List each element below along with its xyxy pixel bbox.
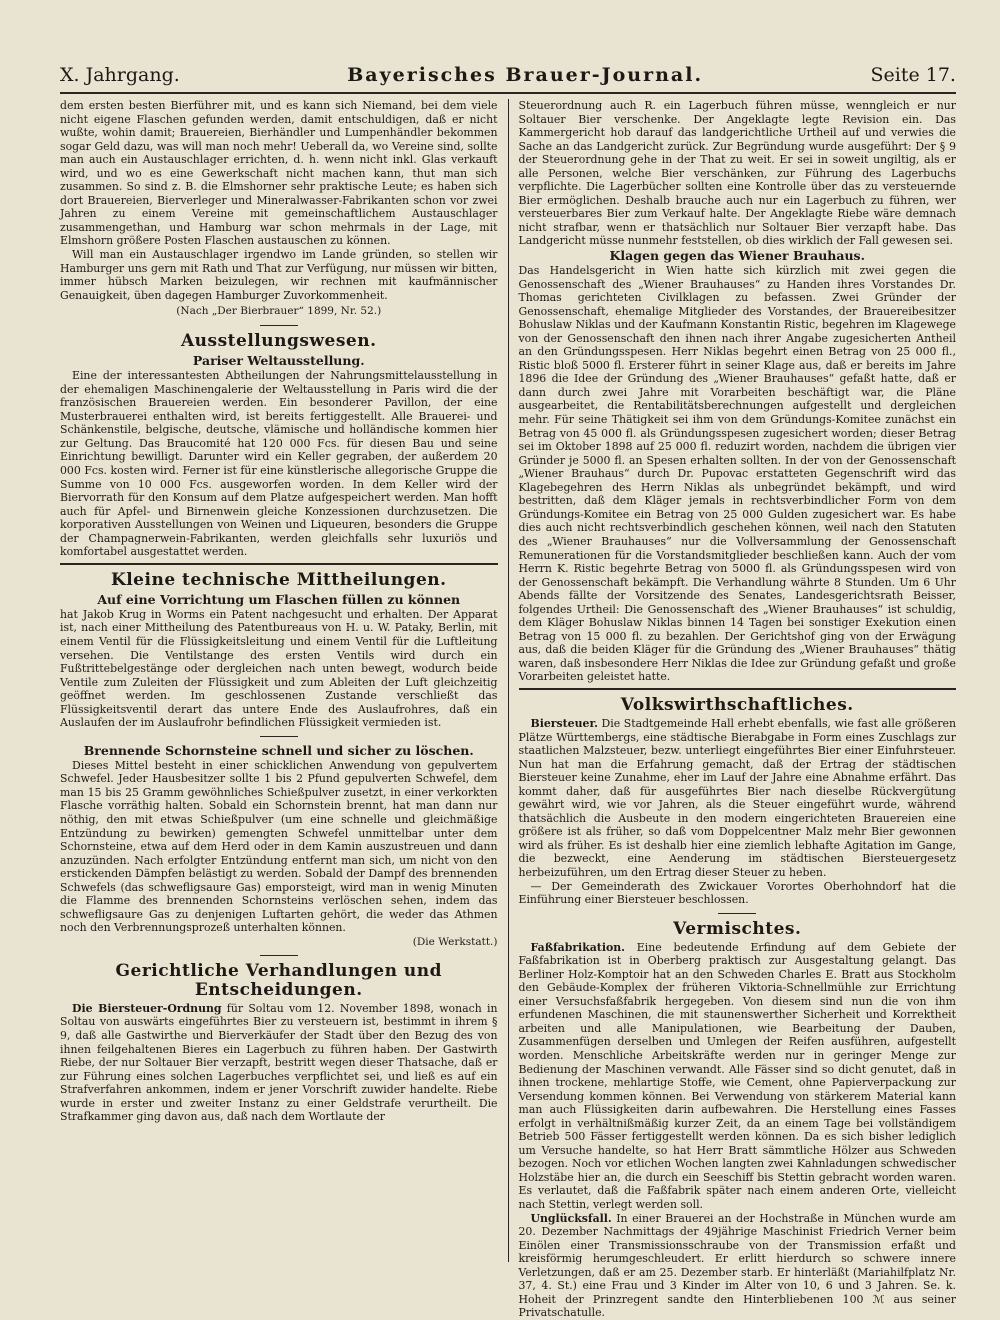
article-columns	[60, 99, 956, 1320]
divider	[60, 563, 498, 565]
lead-in: Unglücksfall.	[530, 1211, 612, 1225]
source-note-werkstatt: (Die Werkstatt.)	[412, 935, 498, 948]
subheading-schornsteine: Brennende Schornsteine schnell und sicher zu löschen.	[83, 742, 474, 758]
schornsteine-text: Dieses Mittel besteht in einer schicklichen Anwendung von gepulvertem Schwefel. Jeder Hausbesitzer sollte 1 bis 2 Pfund gepulverten Schwefel, dem man 15 bis 25 Gramm gewöhnliches Schießpulver zusetzt, in einer verkorkten Flasche vorräthig halten. Sobald ein Schornstein brennt, hat man dann nur nöthig, den mit etwas Schießpulver (um eine schnelle und gleichmäßige Entzündung zu bewirken) gemengten Schwefel unmittelbar unter dem Schornsteine, etwa auf dem Herd oder in dem Kamin auszustreuen und dann anzuzünden. Nach erfolgter Entzündung entfernt man sich, um nicht von den erstickenden Dämpfen belästigt zu werden. Sobald der Dampf des brennenden Schwefels (das schwefligsaure Gas) emporsteigt, wird man in wenig Minuten die Flamme des brennenden Schornsteins verlöschen sehen, indem das schwefligsaure Gas zu denjenigen Luftarten gehört, die weder das Athmen noch den Verbrennungsprozeß unterhalten können.	[60, 758, 498, 935]
page-header	[60, 58, 956, 94]
ungluecksfall-text: In einer Brauerei an der Hochstraße in München wurde am 20. Dezember Nachmittags der 49jährige Maschinist Friedrich Verner beim Einölen einer Transmissionsschraube von der Transmission erfaßt und kreisförmig herumgeschleudert. Er erlitt hierdurch so schwere innere Verletzungen, daß er am 25. Dezember starb. Er hinterläßt (Mariahilfplatz Nr. 37, 4. St.) eine Frau und 3 Kinder im Alter von 10, 6 und 3 Jahren. Se. k. Hoheit der Prinzregent sandte den Hinterbliebenen 100 ℳ aus seiner Privatschatulle.	[518, 1211, 956, 1320]
gericht-text: für Soltau vom 12. November 1898, wonach in Soltau von auswärts eingeführtes Bier zu versteuern ist, bestimmt in ihrem § 9, daß alle Gastwirthe und Bierverkäufer der Stadt über den Bezug des von ihnen feilgehaltenen Bieres ein Lagerbuch zu führen haben. Der Gastwirth Riebe, der nur Soltauer Bier verzapft, bestritt wegen dieser Thatsache, daß er zur Führung eines solchen Lagerbuches verpflichtet sei, und ließ es auf ein Strafverfahren ankommen, indem er jener Vorschrift zuwider handelte. Riebe wurde in erster und zweiter Instanz zu einer Geldstrafe verurtheilt. Die Strafkammer ging davon aus, daß nach dem Wortlaute der	[60, 1001, 498, 1124]
divider	[718, 913, 756, 914]
bottle-exchange-text-2: Will man ein Austauschlager irgendwo im Lande gründen, so stellen wir Hamburger uns gern mit Rath und That zur Verfügung, nur müssen wir bitten, immer hübsch Marken beizulegen, wir rechnen mit kaufmännischer Genauigkeit, üben dagegen Hamburger Zuvorkommenheit.	[60, 248, 498, 302]
divider	[260, 736, 298, 737]
journal-title: Bayerisches Brauer-Journal.	[347, 64, 704, 86]
section-heading-vermischtes: Vermischtes.	[673, 918, 802, 939]
vorrichtung-text: hat Jakob Krug in Worms ein Patent nachgesucht und erhalten. Der Apparat ist, nach einer Mittheilung des Patentbureaus von H. u. W. Pataky, Berlin, mit einem Ventil für die Flüssigkeitsleitung und einem Ventil für die Luftleitung versehen. Die Ventilstange des ersten Ventils wird durch ein Fußtrittebelgestänge oder dergleichen nach unten bewegt, wodurch beide Ventile zum Zuleiten der Flüssigkeit und zum Ableiten der Luft gleichzeitig geöffnet werden. Im geschlossenen Zustande verschließt das Flüssigkeitsventil derart das untere Ende des Auslaufrohres, daß ein Auslaufen der im Auslaufrohr befindlichen Flüssigkeit vermieden ist.	[60, 607, 498, 730]
left-column	[60, 99, 508, 1262]
divider	[519, 688, 957, 690]
pariser-text: Eine der interessantesten Abtheilungen der Nahrungsmittelausstellung in der ehemaligen Maschinengalerie der Weltausstellung in Paris wird die der französischen Brauereien werden. Ein besonderer Pavillon, der eine Musterbrauerei enthalten wird, ist bereits fertiggestellt. Alle Brauerei- und Schänkenstile, belgische, deutsche, vlämische und holländische kommen hier zur Geltung. Das Braucomité hat 120 000 Fcs. für diesen Bau und seine Einrichtung bewilligt. Darunter wird ein Keller gegraben, der außerdem 20 000 Fcs. kosten wird. Ferner ist für eine künstlerische allegorische Gruppe die Summe von 10 000 Fcs. ausgeworfen worden. In dem Keller wird der Biervorrath für den Konsum auf dem Platze aufgespeichert werden. Man hofft auch für Apfel- und Birnenwein gleiche Konzessionen durchzusetzen. Die korporativen Ausstellungen von Weinen und Liqueuren, besonders die Gruppe der Champagnerwein-Fabrikanten, werden gleichfalls sehr luxuriös und komfortabel ausgestattet werden.	[60, 369, 498, 559]
divider	[260, 955, 298, 956]
klagen-text: Das Handelsgericht in Wien hatte sich kürzlich mit zwei gegen die Genossenschaft des „Wiener Brauhauses“ zu Handen ihres Vorstandes Dr. Thomas gerichteten Civilklagen zu befassen. Zwei Gründer der Genossenschaft, ehemalige Mitglieder des Vorstandes, der Brauereibesitzer Bohuslaw Niklas und der Kaufmann Konstantin Ristic, begehren im Klagewege von der Genossenschaft den ihnen nach ihrer Angabe zugesicherten Antheil an den Gründungsspesen. Herr Niklas begehrt einen Betrag von 25 000 fl., Ristic bloß 5000 fl. Ersterer führt in seiner Klage aus, daß er bereits im Jahre 1896 die Idee der Gründung des „Wiener Brauhauses“ gefaßt hatte, daß er dann durch zwei Jahre mit Vorarbeiten beschäftigt war, die Pläne ausgearbeitet, die Rentabilitätsberechnungen aufgestellt und dergleichen mehr. Für seine Thätigkeit sei ihm von dem Gründungs-Komitee zunächst ein Betrag von 45 000 fl. als Gründungsspesen zugesichert worden; dieser Betrag sei im Oktober 1898 auf 25 000 fl. reduzirt worden, nachdem die übrigen vier Gründer je 5000 fl. an Spesen erhalten sollten. In der von der Genossenschaft „Wiener Brauhaus“ durch Dr. Pupovac erstatteten Gegenschrift wird das Klagebegehren des Herrn Niklas als unbegründet bekämpft, und wird bestritten, daß dem Kläger jemals in rechtsverbindlicher Form von dem Gründungs-Komitee ein Betrag von 25 000 Gulden zugesichert war. Es habe dies auch nicht rechtsverbindlich geschehen können, weil nach den Statuten des „Wiener Brauhauses“ nur die Vollversammlung der Genossenschaft Remunerationen für die Vorstandsmitglieder beschließen kann. Auch der vom Herrn K. Ristic begehrte Betrag von 5000 fl. als Gründungsspesen wird von der Genossenschaft bekämpft. Die Verhandlung währte 8 Stunden. Um 6 Uhr Abends fällte der Vorsitzende des Senates, Landesgerichtsrath Beisser, folgendes Urtheil: Die Genossenschaft des „Wiener Brauhauses“ ist schuldig, dem Kläger Bohuslaw Niklas binnen 14 Tagen bei sonstiger Exekution einen Betrag von 15 000 fl. zu bezahlen. Der Gerichtshof ging von der Erwägung aus, daß die beiden Kläger für die Gründung des „Wiener Brauhauses“ thätig waren, daß insbesondere Herr Niklas die Idee zur Gründung gefaßt und große Vorarbeiten geleistet hatte.	[518, 264, 956, 684]
biersteuer-text: Die Stadtgemeinde Hall erhebt ebenfalls, wie fast alle größeren Plätze Württembergs, eine städtische Bierabgabe in Form eines Zuschlags zur staatlichen Malzsteuer, bezw. unterliegt eingeführtes Bier einer Einfuhrsteuer. Nun hat man die Erfahrung gemacht, daß der Ertrag der städtischen Biersteuer keine Zunahme, eher im Lauf der Jahre eine Abnahme erfährt. Das kommt daher, daß für ausgeführtes Bier nach dieselbe Rückvergütung gewährt wird, wie vor Jahren, als die Steuer eingeführt wurde, während thatsächlich die Ausbeute in den modern eingerichteten Brauereien eine größere ist als früher, so daß vom Doppelcentner Malz mehr Bier gewonnen wird als früher. Es ist deshalb hier eine ziemlich lebhafte Agitation im Gange, die bezweckt, eine Aenderung im städtischen Biersteuergesetz herbeizuführen, um den Ertrag dieser Steuer zu heben.	[518, 716, 956, 879]
section-heading-kleine: Kleine technische Mittheilungen.	[110, 569, 447, 590]
divider	[260, 325, 298, 326]
subheading-vorrichtung: Auf eine Vorrichtung um Flaschen füllen zu können	[97, 591, 461, 607]
oberhohndorf-text: — Der Gemeinderath des Zwickauer Vorortes Oberhohndorf hat die Einführung einer Biersteuer beschlossen.	[518, 879, 956, 907]
right-column	[509, 99, 957, 1320]
lead-in: Biersteuer.	[530, 716, 598, 730]
bottle-exchange-text: dem ersten besten Bierführer mit, und es kann sich Niemand, bei dem viele nicht eigene Flaschen gefunden werden, damit entschuldigen, daß er nicht wußte, wohin damit; Brauereien, Bierhändler und Lumpenhändler bekommen sogar Geld dazu, was will man noch mehr! Ueberall da, wo Vereine sind, sollte man auch ein Austauschlager errichten, d. h. wenn nicht inkl. Glas verkauft wird, und wo es eine Gewerkschaft nicht machen kann, thut man sich zusammen. So sind z. B. die Elmshorner sehr praktische Leute; es haben sich dort Brauereien, Bierverleger und Mineralwasser-Fabrikanten schon vor zwei Jahren zu einem Vereine mit gemeinschaftlichem Austauschlager zusammengethan, und Hamburg war schon mehrmals in der Lage, mit Elmshorn größere Posten Flaschen austauschen zu können.	[60, 99, 498, 248]
lead-in: Faßfabrikation.	[530, 940, 625, 954]
section-heading-gericht: Gerichtliche Verhandlungen und Entscheidungen.	[115, 960, 442, 1000]
volume-label: X. Jahrgang.	[60, 64, 180, 86]
gericht-continued-text: Steuerordnung auch R. ein Lagerbuch führen müsse, wenngleich er nur Soltauer Bier verschenke. Der Angeklagte legte Revision ein. Das Kammergericht hob darauf das landgerichtliche Urtheil auf und verwies die Sache an das Landgericht zurück. Zur Begründung wurde ausgeführt: Der § 9 der Steuerordnung gehe in der That zu weit. Er sei in soweit ungiltig, als er alle Personen, welche Bier verschänken, zur Führung des Lagerbuchs verpflichte. Die Lagerbücher sollten eine Kontrolle über das zu versteuernde Bier ermöglichen. Deshalb brauche auch nur ein Lagerbuch zu führen, wer versteuerbares Bier zum Verkauf halte. Der Angeklagte Riebe wäre demnach nicht strafbar, wenn er thatsächlich nur Soltauer Bier verzapft habe. Das Landgericht müsse nunmehr feststellen, ob dies wirklich der Fall gewesen sei.	[518, 99, 956, 248]
fassfabrik-text: Eine bedeutende Erfindung auf dem Gebiete der Faßfabrikation ist in Oberberg praktisch zur Ausgestaltung gelangt. Das Berliner Holz-Komptoir hat an den Schweden Charles E. Bratt aus Stockholm den Gebäude-Komplex der früheren Viktoria-Schnellmühle zur Errichtung einer Versuchsfaßfabrik hergegeben. Von diesem sind nun die von ihm erfundenen Maschinen, die mit staunenswerther Sicherheit und Korrektheit arbeiten und alle Manipulationen, wie Bearbeitung der Dauben, Zusammenfügen derselben und Umlegen der Reifen ausführen, aufgestellt worden. Menschliche Arbeitskräfte werden nur in geringer Menge zur Bedienung der Maschinen verwandt. Alle Fässer sind so dicht genutet, daß in ihnen trockene, mehlartige Stoffe, wie Cement, ohne Papierverpackung zur Versendung kommen können. Bei Verwendung von stärkerem Material kann man auch Flüssigkeiten darin aufbewahren. Die Herstellung eines Fasses erfolgt in verhältnißmäßig kurzer Zeit, da an einem Tage bei vollständigem Betrieb 500 Fässer fertiggestellt werden können. Da es sich bisher lediglich um Versuche handelte, so hat Herr Bratt sämmtliche Hölzer aus Schweden bezogen. Noch vor etlichen Wochen langten zwei Kahnladungen schwedischer Holzstäbe hier an, die durch ein Seeschiff bis Stettin gebracht worden waren. Es verlautet, daß die Faßfabrik später nach einem anderen Orte, vielleicht nach Stettin, verlegt werden soll.	[518, 940, 956, 1212]
section-heading-ausstellung: Ausstellungswesen.	[180, 331, 377, 352]
section-heading-volks: Volkswirthschaftliches.	[620, 694, 854, 715]
source-note: (Nach „Der Bierbrauer“ 1899, Nr. 52.)	[176, 305, 382, 318]
lead-in: Die Biersteuer-Ordnung	[72, 1001, 222, 1015]
subheading-pariser: Pariser Weltausstellung.	[192, 353, 365, 369]
subheading-klagen: Klagen gegen das Wiener Brauhaus.	[609, 248, 865, 264]
page-number: Seite 17.	[870, 64, 956, 86]
